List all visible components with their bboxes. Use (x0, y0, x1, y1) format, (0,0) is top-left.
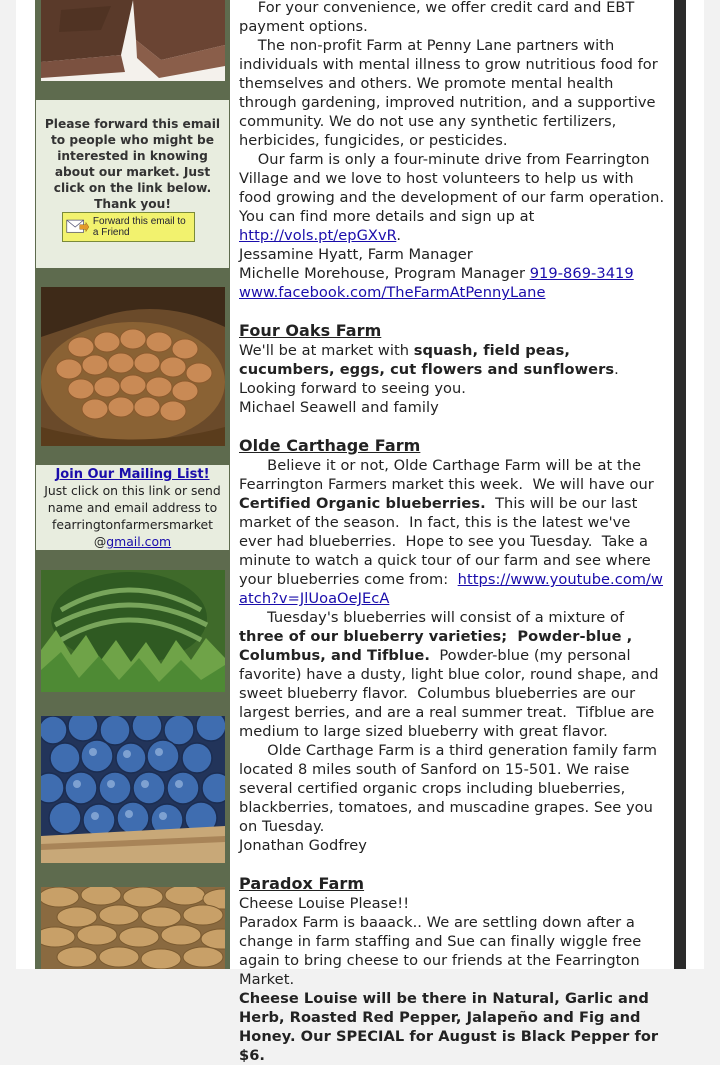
four-oaks-title: Four Oaks Farm (239, 321, 382, 340)
volunteer-text-body: Our farm is only a four-minute drive from Fearrington Village and we love to host volunteers to help us with food growing and the development of our farm operation. You can find more details and sign up at (239, 151, 669, 225)
olde-carthage-p2-b: Powder-blue (my personal favorite) have a dusty, light blue color, round shape, and sweet blueberry flavor. Columbus blueberries are our largest berries, and are a real summer treat. Tifblue are medium to large sized blueberry with great flavor. (239, 647, 664, 740)
penny-lane-intro: The non-profit Farm at Penny Lane partners with individuals with mental illness to grow nutritious food for themselves and others. We promote mental health through gardening, improved nutrition, and a supportive community. We do not use any synthetic fertilizers, herbicides, fungicides, or pesticides. (239, 37, 663, 149)
payment-options-text: For your convenience, we offer credit card and EBT payment options. (239, 0, 640, 35)
four-oaks-text-a: We'll be at market with (239, 342, 414, 359)
phone-link[interactable]: 919-869-3419 (529, 265, 634, 282)
fudge-photo (41, 0, 225, 81)
olde-carthage-p2 (239, 608, 667, 741)
olde-carthage-p2-a: Tuesday's blueberries will consist of a mixture of (239, 609, 629, 626)
paradox-p2: Paradox Farm is baaack.. We are settling down after a change in farm staffing and Sue can finally wiggle free again to bring cheese to our friends at the Fearrington Market. (239, 914, 642, 988)
olde-carthage-title: Olde Carthage Farm (239, 436, 421, 455)
envelope-icon (66, 216, 89, 238)
facebook-link[interactable]: www.facebook.com/TheFarmAtPennyLane (239, 284, 546, 301)
forward-to-friend-button[interactable] (62, 212, 195, 242)
newsletter-body (239, 0, 667, 1065)
blueberries-photo (41, 716, 225, 863)
farm-manager: Jessamine Hyatt, Farm Manager (239, 246, 473, 263)
four-oaks-text-b: . Looking forward to seeing you. (239, 361, 629, 397)
main-content (231, 0, 669, 1064)
forward-email-panel (36, 100, 229, 268)
join-text: Just click on this link or send name and email address to fearringtonfarmersmarket @ (44, 483, 221, 549)
olde-carthage-organic: Certified Organic blueberries. (239, 495, 486, 512)
olde-carthage-p1 (239, 456, 667, 608)
four-oaks-text (239, 341, 667, 398)
forward-instructions: Please forward this email to people who might be interested in knowing about our market. Just click on the link below. Thank you! (44, 117, 221, 211)
join-mailing-list-link[interactable]: Join Our Mailing List! (55, 467, 210, 482)
watermelon-photo (41, 570, 225, 692)
four-oaks-signature: Michael Seawell and family (239, 399, 439, 416)
paradox-special-text: Cheese Louise will be there in Natural, Garlic and Herb, Roasted Red Pepper, Jalapeño and Fig and Honey. Our SPECIAL for August is Black Pepper for $6. (239, 990, 659, 1064)
program-manager-label: Michelle Morehouse, Program Manager (239, 265, 530, 282)
program-manager (239, 264, 667, 283)
paradox-title: Paradox Farm (239, 874, 365, 893)
vols-link[interactable]: http://vols.pt/epGXvR (239, 227, 397, 244)
olde-carthage-varieties: three of our blueberry varieties; Powder-blue , Columbus, and Tifblue. (239, 628, 638, 664)
olde-carthage-p3: Olde Carthage Farm is a third generation family farm located 8 miles south of Sanford on 15-501. We raise several certified organic crops including blueberries, blackberries, tomatoes, and muscadine grapes. See you on Tuesday. (239, 742, 662, 835)
paradox-special (239, 989, 667, 1065)
eggs-basket-photo (41, 287, 225, 446)
gmail-link[interactable]: gmail.com (106, 534, 172, 549)
mailing-list-instructions (42, 482, 223, 550)
frame-border (674, 0, 686, 969)
volunteer-text: Our farm is only a four-minute drive from Fearrington Village and we love to host volunteers to help us with food growing and the development of our farm operation. You can find more details and sign up at http://vols.pt/epGXvR. (239, 151, 669, 244)
forward-button-label: Forward this email to a Friend (92, 216, 186, 238)
olde-carthage-p1-b: This will be our last market of the season. In fact, this is the latest we've ever had blueberries. Hope to see you Tuesday. Take a minute to watch a quick tour of our farm and see where your blueberries come from: (239, 495, 656, 588)
four-oaks-products: squash, field peas, cucumbers, eggs, cut flowers and sunflowers (239, 342, 615, 378)
facebook-line (239, 283, 667, 302)
youtube-link[interactable]: https://www.youtube.com/watch?v=JlUoaOeJEcA (239, 571, 664, 607)
mailing-list-panel (36, 465, 229, 550)
olde-carthage-p1-a: Believe it or not, Olde Carthage Farm will be at the Fearrington Farmers market this week. We will have our (239, 457, 659, 493)
paradox-p1: Cheese Louise Please!! (239, 895, 410, 912)
olde-carthage-signature: Jonathan Godfrey (239, 837, 367, 854)
cookies-photo (41, 887, 225, 969)
